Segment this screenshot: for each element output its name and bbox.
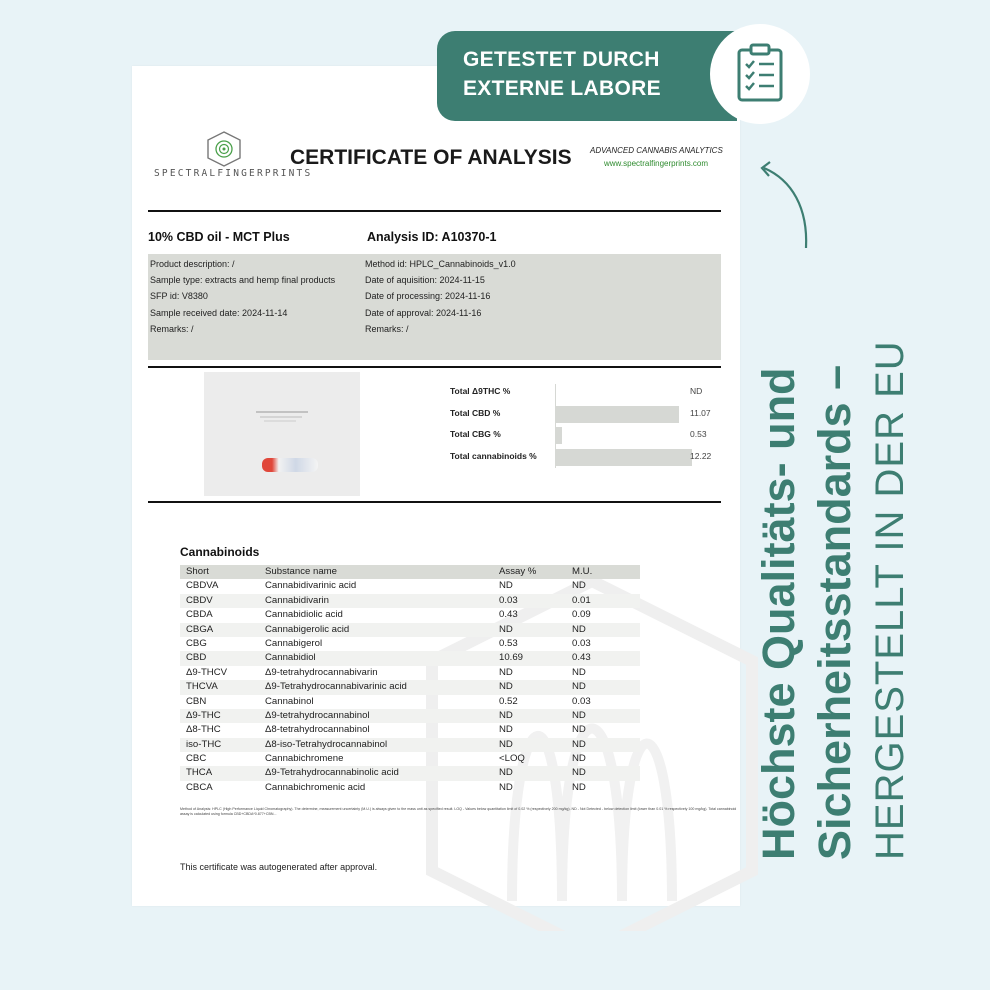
autogenerated-note: This certificate was autogenerated after approval. — [180, 862, 378, 872]
certificate-title: CERTIFICATE OF ANALYSIS — [290, 146, 572, 169]
total-bar — [556, 449, 692, 466]
table-cell: ND — [499, 724, 513, 736]
table-row — [180, 781, 640, 795]
analysis-id: Analysis ID: A10370-1 — [367, 230, 497, 244]
table-cell: ND — [572, 681, 586, 693]
lab-website-link[interactable]: www.spectralfingerprints.com — [604, 159, 709, 168]
cannabinoids-heading: Cannabinoids — [180, 545, 260, 559]
table-row — [180, 709, 640, 723]
table-cell: Δ9-Tetrahydrocannabinolic acid — [265, 767, 399, 779]
table-cell: Cannabidiolic acid — [265, 609, 343, 621]
table-cell: CBN — [186, 695, 207, 707]
sample-photo — [204, 372, 360, 496]
table-cell: Cannabidivarin — [265, 594, 329, 606]
table-cell: 0.09 — [572, 609, 591, 621]
total-label: Total CBD % — [450, 408, 501, 418]
table-cell: CBGA — [186, 623, 214, 635]
total-bar — [556, 406, 679, 423]
table-row — [180, 666, 640, 680]
table-cell: CBDVA — [186, 580, 219, 592]
table-cell: ND — [572, 580, 586, 592]
divider — [148, 501, 721, 503]
total-bar — [556, 427, 562, 444]
sample-info-left — [150, 256, 335, 337]
table-row — [180, 723, 640, 737]
column-header: Substance name — [265, 566, 337, 577]
lab-tagline: ADVANCED CANNABIS ANALYTICS — [590, 146, 723, 155]
banner-line: GETESTET DURCH — [463, 48, 660, 71]
table-row — [180, 695, 640, 709]
banner-text — [463, 45, 661, 103]
table-cell: Δ9-THC — [186, 709, 221, 721]
info-line: Sample received date: 2024-11-14 — [150, 307, 288, 318]
table-cell: ND — [499, 709, 513, 721]
table-cell: ND — [499, 681, 513, 693]
table-row — [180, 766, 640, 780]
table-cell: Δ9-tetrahydrocannabinol — [265, 709, 370, 721]
table-row — [180, 680, 640, 694]
brand-logo — [154, 128, 313, 188]
table-cell: 0.03 — [572, 637, 591, 649]
total-value: 11.07 — [690, 408, 711, 418]
table-row — [180, 623, 640, 637]
info-line: Date of processing: 2024-11-16 — [365, 291, 491, 302]
table-cell: ND — [572, 781, 586, 793]
table-cell: CBG — [186, 637, 207, 649]
table-cell: CBDA — [186, 609, 213, 621]
table-cell: Δ8-THC — [186, 724, 221, 736]
table-cell: 0.52 — [499, 695, 518, 707]
table-cell: THCVA — [186, 681, 218, 693]
table-cell: <LOQ — [499, 753, 525, 765]
table-cell: 0.03 — [499, 594, 518, 606]
info-line: Date of aquisition: 2024-11-15 — [365, 275, 485, 286]
table-cell: CBC — [186, 753, 207, 765]
info-line: SFP id: V8380 — [150, 291, 208, 302]
table-row — [180, 637, 640, 651]
table-cell: Δ8-tetrahydrocannabinol — [265, 724, 370, 736]
total-label: Total CBG % — [450, 429, 501, 439]
info-line: Sample type: extracts and hemp final products — [150, 275, 336, 286]
sample-info-box — [148, 254, 721, 360]
side-headline-1: Höchste Qualitäts- und — [753, 367, 804, 860]
table-cell: THCA — [186, 767, 213, 779]
table-cell: ND — [572, 767, 586, 779]
info-line: Remarks: / — [150, 323, 194, 334]
brand-name: SPECTRALFINGERPRINTS — [154, 168, 313, 179]
sample-label-icon — [252, 408, 312, 424]
cannabinoids-table — [180, 565, 640, 795]
divider — [148, 366, 721, 368]
total-value: 12.22 — [690, 451, 712, 461]
sample-info-right — [365, 256, 516, 337]
table-cell: ND — [499, 666, 513, 678]
table-cell: 0.43 — [499, 609, 518, 621]
table-cell: ND — [572, 724, 586, 736]
table-cell: ND — [572, 738, 586, 750]
table-cell: 10.69 — [499, 652, 524, 664]
column-header: Short — [186, 566, 209, 577]
table-cell: ND — [499, 781, 513, 793]
banner-line: EXTERNE LABORE — [463, 77, 661, 100]
table-cell: 0.43 — [572, 652, 591, 664]
table-row — [180, 594, 640, 608]
column-header: M.U. — [572, 566, 593, 577]
tested-banner — [437, 31, 737, 121]
table-row — [180, 651, 640, 665]
table-cell: ND — [572, 709, 586, 721]
table-body — [180, 579, 640, 795]
table-cell: Cannabichromenic acid — [265, 781, 366, 793]
method-footnote: Method of Analysis: HPLC (High Performance Liquid Chromatography). The determine, measurement uncertainty (M.U.) is always given to the mass unit as specified result. LOQ - Values below quantitation limit of 0.02 % (respectively 200 mg/kg). ND - Not Detected - below detection limit (lower than 0.01 % respectively 100 mg/kg). Total cannabinoid assay is calculated using formula CBD+CBDA*0.877+CBN... — [180, 807, 737, 816]
info-line: Date of approval: 2024-11-16 — [365, 307, 482, 318]
table-cell: ND — [499, 738, 513, 750]
table-row — [180, 608, 640, 622]
table-cell: 0.53 — [499, 637, 518, 649]
table-cell: 0.01 — [572, 594, 591, 606]
table-cell: CBDV — [186, 594, 213, 606]
column-header: Assay % — [499, 566, 537, 577]
info-line: Method id: HPLC_Cannabinoids_v1.0 — [365, 259, 516, 269]
table-cell: ND — [499, 767, 513, 779]
info-line: Product description: / — [150, 259, 235, 269]
table-cell: ND — [499, 580, 513, 592]
divider — [148, 210, 721, 212]
table-cell: CBD — [186, 652, 207, 664]
table-cell: ND — [572, 666, 586, 678]
table-cell: CBCA — [186, 781, 213, 793]
info-line: Remarks: / — [365, 323, 409, 334]
table-cell: Cannabigerolic acid — [265, 623, 350, 635]
total-value: 0.53 — [690, 429, 707, 439]
table-row — [180, 752, 640, 766]
clipboard-badge — [710, 24, 810, 124]
table-cell: iso-THC — [186, 738, 222, 750]
table-cell: Cannabigerol — [265, 637, 323, 649]
table-row — [180, 579, 640, 593]
table-cell: ND — [499, 623, 513, 635]
fingerprint-logo-icon — [154, 128, 294, 168]
table-cell: Δ9-tetrahydrocannabivarin — [265, 666, 378, 678]
curved-arrow-icon — [752, 158, 816, 252]
table-cell: Cannabidiol — [265, 652, 316, 664]
product-name: 10% CBD oil - MCT Plus — [148, 230, 290, 244]
total-label: Total cannabinoids % — [450, 451, 537, 461]
table-cell: Δ8-iso-Tetrahydrocannabinol — [265, 738, 388, 750]
table-cell: Cannabichromene — [265, 753, 344, 765]
total-value: ND — [690, 386, 703, 396]
table-cell: 0.03 — [572, 695, 591, 707]
table-cell: ND — [572, 623, 586, 635]
clipboard-checklist-icon — [735, 42, 785, 104]
sample-vial-icon — [262, 458, 318, 472]
side-headline-2: Sicherheitsstandards – — [809, 364, 860, 860]
table-row — [180, 738, 640, 752]
certificate-sheet — [132, 66, 740, 906]
table-cell: ND — [572, 753, 586, 765]
table-cell: Δ9-Tetrahydrocannabivarinic acid — [265, 681, 407, 693]
table-cell: Δ9-THCV — [186, 666, 228, 678]
total-label: Total Δ9THC % — [450, 386, 511, 396]
table-header-row — [180, 565, 640, 579]
side-headline-3: HERGESTELLT IN DER EU — [868, 340, 912, 860]
table-cell: Cannabinol — [265, 695, 314, 707]
table-cell: Cannabidivarinic acid — [265, 580, 357, 592]
